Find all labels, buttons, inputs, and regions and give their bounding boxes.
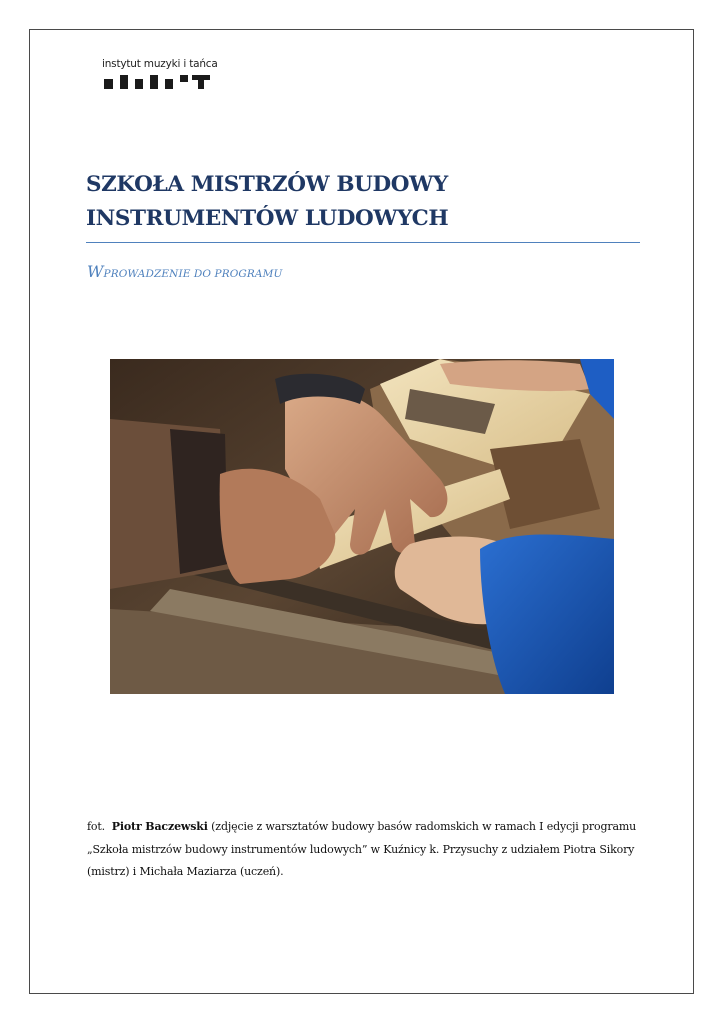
document-title: [86, 168, 646, 236]
logo-text: instytut muzyki i tańca: [102, 58, 218, 70]
photo-caption: [87, 816, 647, 884]
subtitle-rest: PROWADZENIE DO PROGRAMU: [103, 268, 283, 280]
document-subtitle: [87, 262, 282, 281]
subtitle-initial: W: [87, 262, 104, 281]
title-line-2: INSTRUMENTÓW LUDOWYCH: [86, 206, 449, 231]
institute-logo: [102, 58, 222, 92]
caption-prefix: fot.: [87, 820, 106, 833]
photo-hands-crafting-instrument: [110, 359, 614, 694]
caption-author: Piotr Baczewski: [111, 820, 208, 833]
caption-line-1: [87, 816, 647, 839]
caption-line-2: „Szkoła mistrzów budowy instrumentów ludowych” w Kuźnicy k. Przysuchy z udziałem Piotra Sikory: [87, 842, 635, 856]
caption-line-1-text: (zdjęcie z warsztatów budowy basów radomskich w ramach I edycji programu: [211, 820, 637, 833]
title-line-1: SZKOŁA MISTRZÓW BUDOWY: [86, 172, 448, 197]
caption-line-3: (mistrz) i Michała Maziarza (uczeń).: [87, 865, 284, 878]
photo-illustration: [110, 359, 614, 694]
logo-bars-icon: [104, 75, 210, 89]
title-divider: [86, 242, 640, 243]
